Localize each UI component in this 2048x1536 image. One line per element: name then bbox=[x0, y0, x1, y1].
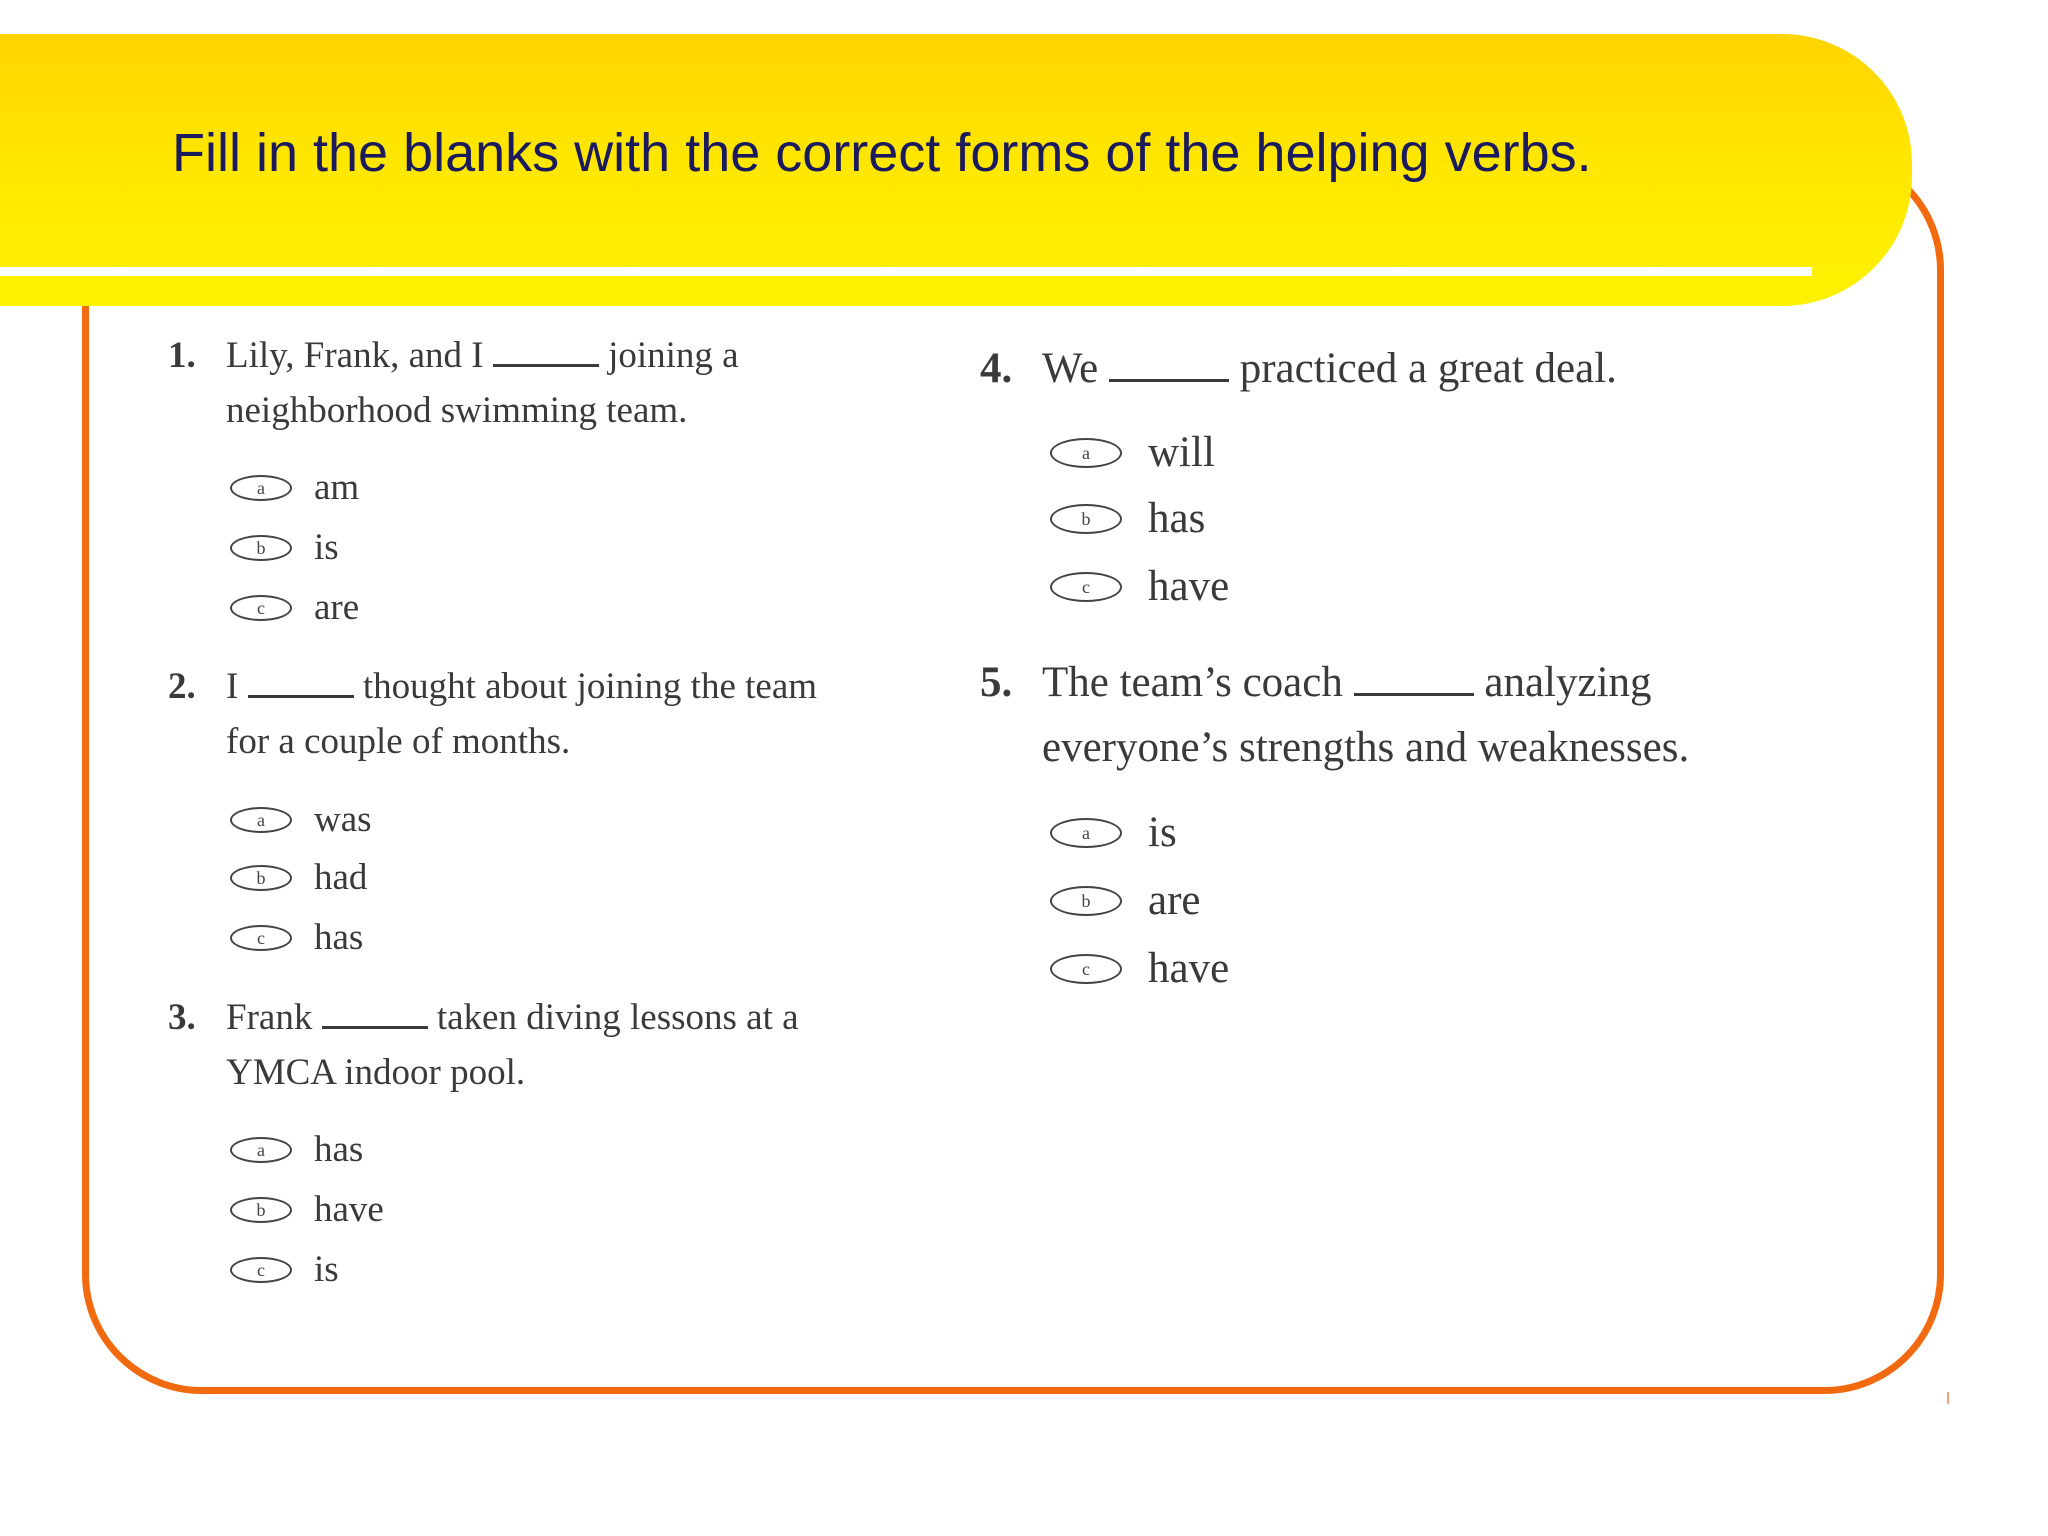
option-bubble-icon[interactable]: a bbox=[230, 807, 292, 833]
option-bubble-icon[interactable]: b bbox=[230, 1197, 292, 1223]
question-text: The team’s coach analyzing bbox=[1042, 659, 1652, 706]
option-2b[interactable] bbox=[230, 856, 367, 899]
question-2 bbox=[168, 665, 817, 763]
option-label: was bbox=[314, 799, 372, 840]
slide-title: Fill in the blanks with the correct forms of the helping verbs. bbox=[172, 123, 1592, 183]
answer-blank bbox=[1109, 379, 1229, 382]
option-1c[interactable] bbox=[230, 586, 359, 629]
question-4 bbox=[980, 344, 1617, 393]
banner-divider bbox=[0, 267, 1812, 276]
option-bubble-icon[interactable]: b bbox=[230, 865, 292, 891]
question-continuation: everyone’s strengths and weaknesses. bbox=[1042, 724, 1690, 771]
option-label: have bbox=[1148, 563, 1230, 610]
option-bubble-icon[interactable]: c bbox=[230, 595, 292, 621]
option-label: have bbox=[314, 1189, 384, 1230]
option-bubble-icon[interactable]: c bbox=[1050, 954, 1122, 984]
question-text: Lily, Frank, and I joining a bbox=[226, 335, 739, 376]
question-3 bbox=[168, 996, 799, 1094]
answer-blank bbox=[322, 1026, 428, 1029]
option-3c[interactable] bbox=[230, 1248, 339, 1291]
option-bubble-icon[interactable]: b bbox=[1050, 504, 1122, 534]
question-continuation: for a couple of months. bbox=[226, 721, 571, 762]
question-number: 4. bbox=[980, 345, 1013, 392]
question-number: 2. bbox=[168, 666, 196, 707]
question-number: 3. bbox=[168, 997, 196, 1038]
question-continuation: YMCA indoor pool. bbox=[226, 1052, 526, 1093]
option-bubble-icon[interactable]: a bbox=[1050, 438, 1122, 468]
option-bubble-icon[interactable]: a bbox=[1050, 818, 1122, 848]
option-bubble-icon[interactable]: b bbox=[1050, 886, 1122, 916]
corner-mark bbox=[1947, 1392, 1949, 1404]
option-bubble-icon[interactable]: c bbox=[1050, 572, 1122, 602]
option-5a[interactable] bbox=[1050, 808, 1177, 857]
answer-blank bbox=[1354, 693, 1474, 696]
option-bubble-icon[interactable]: a bbox=[230, 1137, 292, 1163]
answer-blank bbox=[248, 695, 354, 698]
question-text: We practiced a great deal. bbox=[1042, 345, 1617, 392]
question-continuation: neighborhood swimming team. bbox=[226, 390, 688, 431]
option-2c[interactable] bbox=[230, 916, 363, 959]
option-bubble-icon[interactable]: b bbox=[230, 535, 292, 561]
question-1 bbox=[168, 334, 739, 432]
question-number: 5. bbox=[980, 659, 1013, 706]
option-label: am bbox=[314, 467, 360, 508]
option-bubble-icon[interactable]: a bbox=[230, 475, 292, 501]
question-text: Frank taken diving lessons at a bbox=[226, 997, 799, 1038]
option-bubble-icon[interactable]: c bbox=[230, 1257, 292, 1283]
option-3b[interactable] bbox=[230, 1188, 384, 1231]
option-1a[interactable] bbox=[230, 466, 359, 509]
question-5 bbox=[980, 658, 1689, 772]
option-label: will bbox=[1148, 429, 1215, 476]
option-3a[interactable] bbox=[230, 1128, 363, 1171]
option-5c[interactable] bbox=[1050, 944, 1229, 993]
option-2a[interactable] bbox=[230, 798, 372, 841]
question-number: 1. bbox=[168, 335, 196, 376]
option-label: have bbox=[1148, 945, 1230, 992]
answer-blank bbox=[493, 364, 599, 367]
option-label: has bbox=[1148, 495, 1206, 542]
option-bubble-icon[interactable]: c bbox=[230, 925, 292, 951]
option-1b[interactable] bbox=[230, 526, 339, 569]
option-label: has bbox=[314, 917, 364, 958]
option-label: is bbox=[314, 527, 339, 568]
option-4b[interactable] bbox=[1050, 494, 1205, 543]
option-label: are bbox=[314, 587, 360, 628]
option-4a[interactable] bbox=[1050, 428, 1215, 477]
option-label: had bbox=[314, 857, 368, 898]
option-label: are bbox=[1148, 877, 1201, 924]
option-label: is bbox=[314, 1249, 339, 1290]
question-text: I thought about joining the team bbox=[226, 666, 818, 707]
option-label: has bbox=[314, 1129, 364, 1170]
option-5b[interactable] bbox=[1050, 876, 1201, 925]
option-label: is bbox=[1148, 809, 1177, 856]
option-4c[interactable] bbox=[1050, 562, 1229, 611]
